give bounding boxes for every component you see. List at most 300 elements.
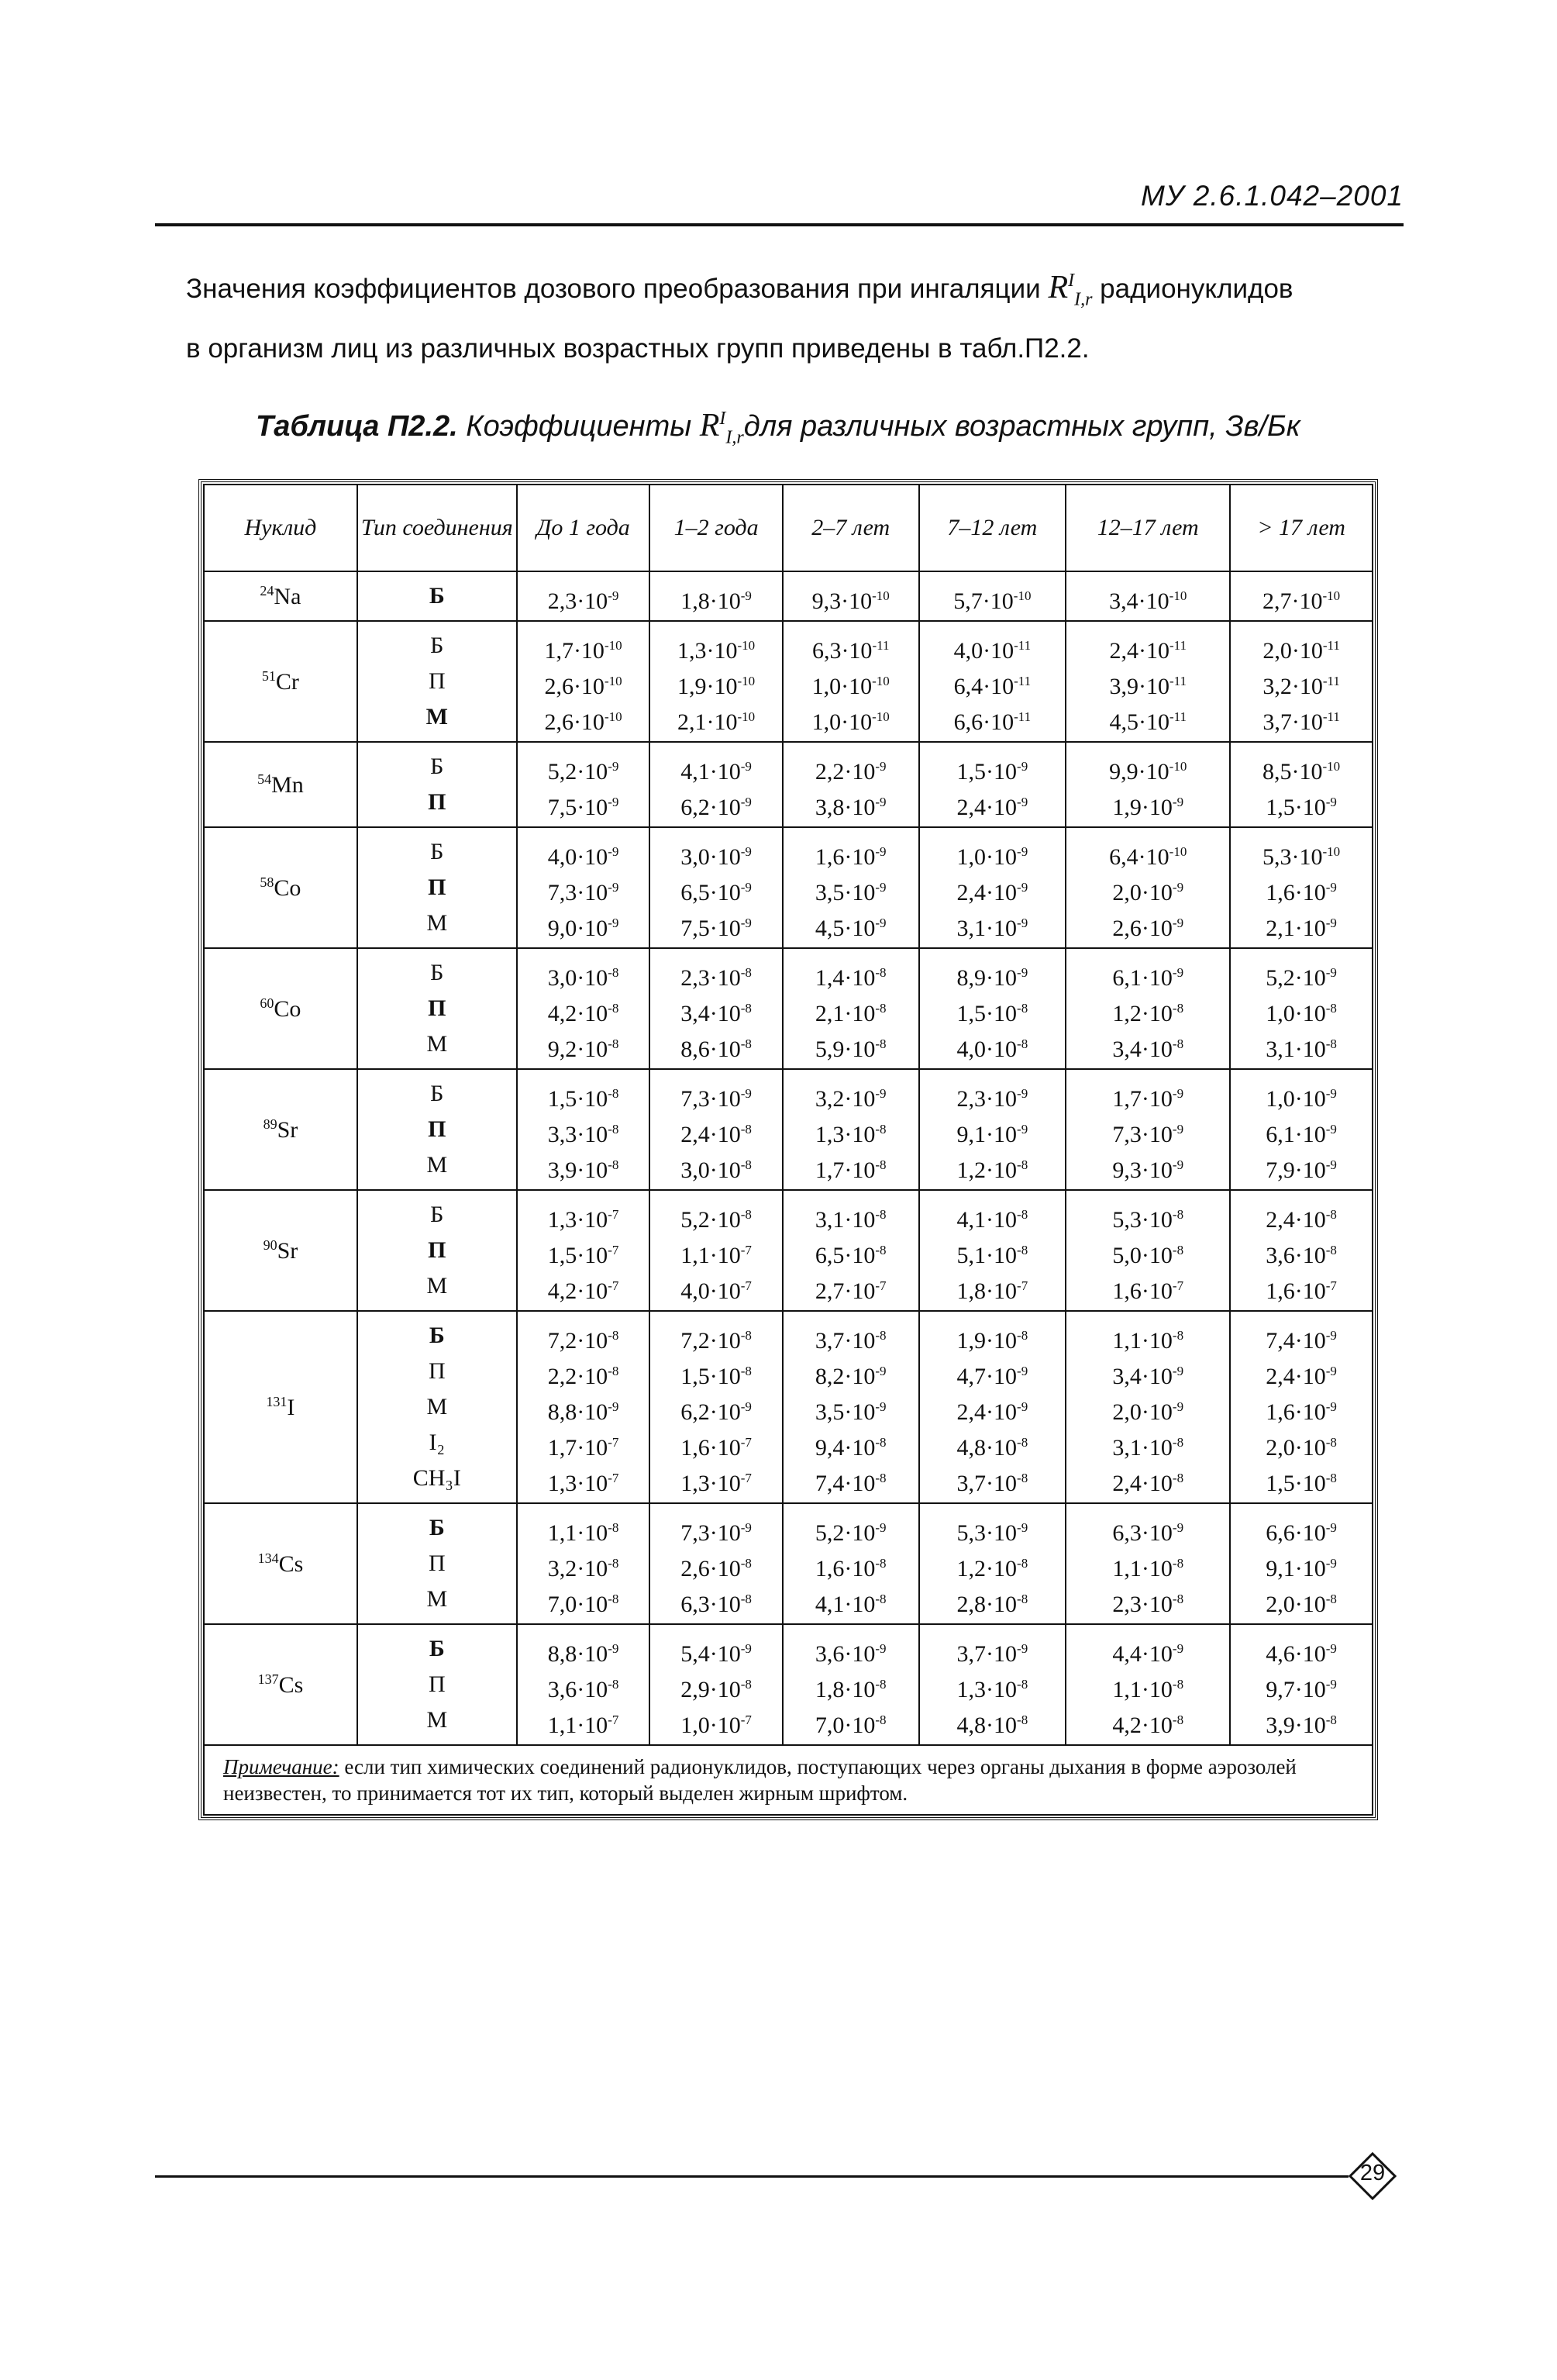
exponent: -8 xyxy=(875,1243,887,1257)
coefficient-cell xyxy=(783,742,919,827)
coefficient-value xyxy=(784,1425,918,1461)
exponent: -8 xyxy=(740,1207,752,1222)
coefficient-cell xyxy=(1066,948,1230,1069)
mantissa: 6,1·10 xyxy=(1112,965,1173,991)
mantissa: 3,2·10 xyxy=(1262,674,1323,699)
mantissa: 1,6·10 xyxy=(1266,880,1326,905)
exponent: -9 xyxy=(1325,1157,1337,1172)
element-symbol: Cs xyxy=(278,1671,304,1698)
exponent: -9 xyxy=(1172,1157,1184,1172)
coefficient-cell xyxy=(783,827,919,948)
exponent: -10 xyxy=(1322,759,1341,774)
coefficient-value xyxy=(784,1318,918,1354)
mantissa: 7,3·10 xyxy=(680,1086,741,1112)
mantissa: 8,6·10 xyxy=(680,1037,741,1062)
mantissa: 2,3·10 xyxy=(1112,1592,1173,1617)
exponent: -11 xyxy=(872,638,890,653)
coefficient-cell xyxy=(517,742,650,827)
coefficient-value xyxy=(1066,870,1229,905)
coefficient-value xyxy=(784,1702,918,1738)
coefficient-value xyxy=(1231,1631,1372,1667)
exponent: -9 xyxy=(608,916,619,930)
coefficient-value xyxy=(920,699,1066,735)
exponent: -9 xyxy=(740,844,752,859)
exponent: -7 xyxy=(608,1471,619,1485)
exponent: -9 xyxy=(740,759,752,774)
coefficient-value xyxy=(1066,1581,1229,1617)
exponent: -11 xyxy=(1014,709,1032,724)
mantissa: 7,4·10 xyxy=(1266,1328,1326,1354)
coefficient-value xyxy=(1231,664,1372,699)
nuclide-cell xyxy=(204,1624,357,1745)
document-code: МУ 2.6.1.042–2001 xyxy=(1141,180,1404,212)
mantissa: 1,5·10 xyxy=(547,1243,608,1268)
mantissa: 4,0·10 xyxy=(680,1278,741,1304)
exponent: -10 xyxy=(604,709,622,724)
exponent: -8 xyxy=(608,1328,619,1343)
compound-type: М xyxy=(426,910,448,936)
mantissa: 6,3·10 xyxy=(811,638,873,664)
exponent: -9 xyxy=(608,588,619,603)
exponent: -9 xyxy=(875,795,887,809)
exponent: -9 xyxy=(1325,1328,1337,1343)
coefficient-cell xyxy=(517,1311,650,1503)
coefficient-cell xyxy=(517,827,650,948)
coefficient-value xyxy=(784,699,918,735)
exponent: -8 xyxy=(1017,1001,1028,1016)
coefficient-value xyxy=(650,749,782,785)
coefficient-cell xyxy=(1230,571,1373,621)
coefficient-value xyxy=(920,628,1066,664)
mantissa: 6,5·10 xyxy=(680,880,741,905)
coefficient-value xyxy=(784,578,918,614)
coefficient-value xyxy=(1066,1546,1229,1581)
mantissa: 1,6·10 xyxy=(1266,1399,1326,1425)
coefficient-value xyxy=(1066,1233,1229,1268)
exponent: -8 xyxy=(875,1435,887,1450)
mantissa: 1,8·10 xyxy=(680,588,741,614)
exponent: -8 xyxy=(875,1677,887,1692)
exponent: -7 xyxy=(1017,1278,1028,1293)
coefficient-cell xyxy=(649,948,783,1069)
exponent: -9 xyxy=(740,1399,752,1414)
exponent: -9 xyxy=(1325,965,1337,980)
mass-number: 54 xyxy=(257,771,272,787)
coefficient-value xyxy=(920,1354,1066,1389)
mantissa: 1,4·10 xyxy=(815,965,876,991)
exponent: -9 xyxy=(1325,1399,1337,1414)
exponent: -8 xyxy=(875,1713,887,1727)
exponent: -8 xyxy=(1017,1471,1028,1485)
exponent: -11 xyxy=(1322,709,1340,724)
exponent: -8 xyxy=(740,1556,752,1571)
coefficient-cell xyxy=(783,1311,919,1503)
coefficient-value xyxy=(650,699,782,735)
intro-symbol-letter: R xyxy=(1048,270,1069,305)
exponent: -11 xyxy=(1169,674,1187,688)
coefficient-value xyxy=(784,1461,918,1496)
mantissa: 1,5·10 xyxy=(547,1086,608,1112)
exponent: -9 xyxy=(1172,916,1184,930)
mantissa: 4,7·10 xyxy=(956,1364,1018,1389)
mantissa: 1,1·10 xyxy=(1112,1328,1173,1354)
exponent: -9 xyxy=(1017,844,1028,859)
exponent: -8 xyxy=(875,1001,887,1016)
mantissa: 3,4·10 xyxy=(1109,588,1169,614)
mantissa: 5,9·10 xyxy=(815,1037,876,1062)
exponent: -10 xyxy=(872,674,890,688)
table-row xyxy=(204,1190,1373,1311)
mantissa: 2,0·10 xyxy=(1266,1592,1326,1617)
coefficient-value xyxy=(1231,1197,1372,1233)
exponent: -9 xyxy=(1325,1556,1337,1571)
coefficient-cell xyxy=(783,1069,919,1190)
exponent: -8 xyxy=(740,1364,752,1378)
compound-type: П xyxy=(428,874,446,900)
exponent: -10 xyxy=(737,709,756,724)
mantissa: 1,6·10 xyxy=(815,1556,876,1581)
mantissa: 4,6·10 xyxy=(1266,1641,1326,1667)
coefficient-value xyxy=(518,834,649,870)
exponent: -8 xyxy=(1172,1037,1184,1051)
coefficient-value xyxy=(1231,870,1372,905)
compound-type-cell xyxy=(357,827,517,948)
coefficient-value xyxy=(1231,578,1372,614)
compound-type: М xyxy=(426,1152,448,1178)
mantissa: 3,1·10 xyxy=(815,1207,876,1233)
coefficient-value xyxy=(518,1026,649,1062)
mantissa: 5,2·10 xyxy=(1266,965,1326,991)
coefficient-value xyxy=(920,1197,1066,1233)
intro-paragraph xyxy=(186,256,1426,374)
mass-number: 131 xyxy=(266,1393,288,1409)
mantissa: 3,3·10 xyxy=(547,1122,608,1147)
mantissa: 2,6·10 xyxy=(680,1556,741,1581)
exponent: -8 xyxy=(1017,1207,1028,1222)
mantissa: 9,2·10 xyxy=(547,1037,608,1062)
coefficient-cell xyxy=(919,1069,1066,1190)
mantissa: 2,7·10 xyxy=(815,1278,876,1304)
coefficient-value xyxy=(1231,991,1372,1026)
coefficient-value xyxy=(518,1147,649,1183)
coefficient-cell xyxy=(649,571,783,621)
exponent: -9 xyxy=(875,759,887,774)
mantissa: 2,2·10 xyxy=(815,759,876,785)
element-symbol: Co xyxy=(274,874,301,901)
coefficient-value xyxy=(1066,749,1229,785)
exponent: -10 xyxy=(1322,844,1341,859)
table-caption-text-end: для различных возрастных групп, Зв/Бк xyxy=(743,410,1300,443)
coefficient-value xyxy=(920,578,1066,614)
mantissa: 3,0·10 xyxy=(547,965,608,991)
coefficient-value xyxy=(1231,1354,1372,1389)
intro-symbol-sub: I,r xyxy=(1074,289,1093,310)
coefficient-value xyxy=(1231,834,1372,870)
mantissa: 8,5·10 xyxy=(1262,759,1323,785)
coefficient-value xyxy=(920,870,1066,905)
exponent: -9 xyxy=(1017,1364,1028,1378)
compound-type: Б xyxy=(430,839,444,864)
mantissa: 2,0·10 xyxy=(1266,1435,1326,1461)
coefficient-value xyxy=(920,991,1066,1026)
coefficient-value xyxy=(1066,664,1229,699)
coefficient-cell xyxy=(517,1503,650,1624)
coefficient-value xyxy=(650,1581,782,1617)
compound-type-cell xyxy=(357,1069,517,1190)
exponent: -7 xyxy=(740,1713,752,1727)
mantissa: 9,7·10 xyxy=(1266,1677,1326,1702)
coefficient-cell xyxy=(783,1190,919,1311)
coefficient-value xyxy=(784,1233,918,1268)
exponent: -8 xyxy=(608,1364,619,1378)
exponent: -9 xyxy=(875,1520,887,1535)
coefficient-value xyxy=(518,1268,649,1304)
mantissa: 4,0·10 xyxy=(547,844,608,870)
exponent: -9 xyxy=(740,588,752,603)
mantissa: 5,2·10 xyxy=(815,1520,876,1546)
exponent: -8 xyxy=(1017,1592,1028,1606)
exponent: -8 xyxy=(740,1122,752,1137)
mantissa: 4,0·10 xyxy=(956,1037,1018,1062)
coefficient-cell xyxy=(1230,948,1373,1069)
mantissa: 1,6·10 xyxy=(1112,1278,1173,1304)
mantissa: 1,0·10 xyxy=(680,1713,741,1738)
exponent: -7 xyxy=(608,1435,619,1450)
table-row xyxy=(204,1069,1373,1190)
coefficient-cell xyxy=(649,827,783,948)
exponent: -9 xyxy=(608,759,619,774)
coefficient-value xyxy=(784,1667,918,1702)
coefficient-value xyxy=(1066,1026,1229,1062)
coefficient-value xyxy=(920,1667,1066,1702)
coefficient-cell xyxy=(783,621,919,742)
exponent: -9 xyxy=(608,1399,619,1414)
coefficient-value xyxy=(518,628,649,664)
mantissa: 1,3·10 xyxy=(680,1471,741,1496)
nuclide-cell xyxy=(204,742,357,827)
mantissa: 3,0·10 xyxy=(680,844,741,870)
coefficient-value xyxy=(518,1546,649,1581)
exponent: -7 xyxy=(740,1278,752,1293)
exponent: -9 xyxy=(1172,1364,1184,1378)
coefficient-value xyxy=(650,1112,782,1147)
exponent: -9 xyxy=(608,880,619,895)
coefficient-value xyxy=(1066,1425,1229,1461)
mantissa: 1,7·10 xyxy=(547,1435,608,1461)
coefficient-value xyxy=(1066,1631,1229,1667)
coefficient-value xyxy=(784,1389,918,1425)
coefficient-value xyxy=(920,1702,1066,1738)
coefficient-value xyxy=(518,1631,649,1667)
coefficient-cell xyxy=(783,1624,919,1745)
coefficient-value xyxy=(1066,1318,1229,1354)
table-row xyxy=(204,1311,1373,1503)
coefficient-cell xyxy=(919,1311,1066,1503)
mantissa: 2,4·10 xyxy=(1109,638,1169,664)
coefficient-value xyxy=(920,749,1066,785)
coefficient-value xyxy=(784,870,918,905)
coefficient-value xyxy=(784,1631,918,1667)
coefficient-cell xyxy=(1066,571,1230,621)
coefficient-value xyxy=(920,1425,1066,1461)
compound-type: Б xyxy=(429,1323,445,1348)
mantissa: 3,6·10 xyxy=(547,1677,608,1702)
mantissa: 4,5·10 xyxy=(1109,709,1169,735)
coefficient-value xyxy=(784,1026,918,1062)
exponent: -9 xyxy=(1325,880,1337,895)
compound-type: Б xyxy=(430,1202,444,1227)
coefficient-value xyxy=(1231,1667,1372,1702)
compound-type: Б xyxy=(429,1515,445,1540)
mantissa: 2,1·10 xyxy=(677,709,738,735)
mantissa: 4,5·10 xyxy=(815,916,876,941)
coefficient-value xyxy=(784,1147,918,1183)
mantissa: 4,1·10 xyxy=(815,1592,876,1617)
exponent: -9 xyxy=(1172,1399,1184,1414)
note-label: Примечание: xyxy=(223,1755,339,1778)
coefficient-value xyxy=(650,955,782,991)
coefficient-value xyxy=(920,785,1066,820)
mantissa: 5,2·10 xyxy=(547,759,608,785)
exponent: -9 xyxy=(1017,1122,1028,1137)
table-row xyxy=(204,1624,1373,1745)
nuclide-cell xyxy=(204,1069,357,1190)
compound-type-cell xyxy=(357,1624,517,1745)
mantissa: 3,2·10 xyxy=(547,1556,608,1581)
mantissa: 1,1·10 xyxy=(1112,1677,1173,1702)
coefficient-cell xyxy=(1066,742,1230,827)
exponent: -9 xyxy=(875,1641,887,1656)
exponent: -8 xyxy=(1325,1713,1337,1727)
exponent: -7 xyxy=(740,1435,752,1450)
coefficient-value xyxy=(518,991,649,1026)
mantissa: 1,3·10 xyxy=(956,1677,1018,1702)
compound-type: П xyxy=(428,1671,446,1697)
mantissa: 9,1·10 xyxy=(1266,1556,1326,1581)
element-symbol: Sr xyxy=(277,1237,298,1264)
exponent: -8 xyxy=(608,1001,619,1016)
mantissa: 1,3·10 xyxy=(815,1122,876,1147)
coefficient-value xyxy=(1066,699,1229,735)
exponent: -8 xyxy=(1172,1592,1184,1606)
exponent: -8 xyxy=(875,1207,887,1222)
coefficient-value xyxy=(920,1510,1066,1546)
coefficient-value xyxy=(1231,1389,1372,1425)
compound-type: М xyxy=(426,1586,448,1612)
exponent: -9 xyxy=(1017,759,1028,774)
coefficient-value xyxy=(518,1233,649,1268)
exponent: -8 xyxy=(740,965,752,980)
coefficient-cell xyxy=(1230,621,1373,742)
exponent: -11 xyxy=(1169,709,1187,724)
mantissa: 6,6·10 xyxy=(953,709,1014,735)
mantissa: 5,3·10 xyxy=(1112,1207,1173,1233)
coefficient-value xyxy=(518,749,649,785)
exponent: -8 xyxy=(1017,1037,1028,1051)
coefficient-value xyxy=(1231,1546,1372,1581)
coefficient-cell xyxy=(783,948,919,1069)
exponent: -7 xyxy=(608,1207,619,1222)
coefficient-value xyxy=(1066,1667,1229,1702)
coefficient-value xyxy=(518,1318,649,1354)
coefficient-cell xyxy=(649,1503,783,1624)
coefficient-value xyxy=(1231,1233,1372,1268)
coefficient-value xyxy=(650,578,782,614)
element-symbol: Na xyxy=(274,583,301,609)
mantissa: 2,0·10 xyxy=(1112,880,1173,905)
exponent: -9 xyxy=(740,1520,752,1535)
mantissa: 5,2·10 xyxy=(680,1207,741,1233)
compound-type: П xyxy=(428,995,446,1021)
mantissa: 1,7·10 xyxy=(544,638,605,664)
mantissa: 7,2·10 xyxy=(680,1328,741,1354)
mantissa: 2,9·10 xyxy=(680,1677,741,1702)
exponent: -8 xyxy=(740,1037,752,1051)
compound-type: Б xyxy=(429,583,445,609)
exponent: -9 xyxy=(1172,1520,1184,1535)
mantissa: 4,8·10 xyxy=(956,1713,1018,1738)
coefficient-cell xyxy=(1066,1069,1230,1190)
exponent: -9 xyxy=(740,1086,752,1101)
coefficient-value xyxy=(784,749,918,785)
header-cell: > 17 лет xyxy=(1230,485,1373,571)
mantissa: 1,5·10 xyxy=(956,1001,1018,1026)
mantissa: 9,3·10 xyxy=(811,588,873,614)
compound-type: П xyxy=(428,1550,446,1576)
mantissa: 1,6·10 xyxy=(1266,1278,1326,1304)
compound-type: М xyxy=(425,704,448,730)
mantissa: 1,9·10 xyxy=(956,1328,1018,1354)
coefficient-value xyxy=(518,785,649,820)
exponent: -7 xyxy=(1172,1278,1184,1293)
exponent: -8 xyxy=(1017,1713,1028,1727)
coefficient-cell xyxy=(1230,1190,1373,1311)
coefficient-cell xyxy=(517,621,650,742)
mantissa: 6,4·10 xyxy=(1109,844,1169,870)
coefficient-value xyxy=(1231,1026,1372,1062)
compound-type: CH₃I xyxy=(412,1465,461,1491)
mass-number: 89 xyxy=(263,1116,277,1132)
coefficient-value xyxy=(650,1461,782,1496)
coefficient-value xyxy=(650,1268,782,1304)
mantissa: 7,3·10 xyxy=(1112,1122,1173,1147)
exponent: -9 xyxy=(1017,916,1028,930)
coefficient-cell xyxy=(649,1069,783,1190)
exponent: -8 xyxy=(1172,1207,1184,1222)
exponent: -9 xyxy=(1325,1520,1337,1535)
coefficient-value xyxy=(518,1197,649,1233)
nuclide-cell xyxy=(204,827,357,948)
compound-type-cell xyxy=(357,571,517,621)
mantissa: 6,3·10 xyxy=(680,1592,741,1617)
coefficient-value xyxy=(650,1510,782,1546)
coefficient-value xyxy=(920,905,1066,941)
exponent: -9 xyxy=(1172,1641,1184,1656)
coefficient-value xyxy=(518,1389,649,1425)
coefficient-cell xyxy=(517,1624,650,1745)
mantissa: 4,2·10 xyxy=(547,1278,608,1304)
exponent: -8 xyxy=(1017,1243,1028,1257)
exponent: -9 xyxy=(1172,1122,1184,1137)
nuclide-cell xyxy=(204,1311,357,1503)
mantissa: 3,1·10 xyxy=(1266,1037,1326,1062)
table-caption-text-start: Коэффициенты xyxy=(457,410,700,443)
coefficient-value xyxy=(1066,628,1229,664)
intro-text-line2: в организм лиц из различных возрастных групп приведены в табл.П2.2. xyxy=(186,333,1090,364)
coefficient-cell xyxy=(783,1503,919,1624)
mantissa: 5,1·10 xyxy=(956,1243,1018,1268)
coefficient-value xyxy=(920,1581,1066,1617)
